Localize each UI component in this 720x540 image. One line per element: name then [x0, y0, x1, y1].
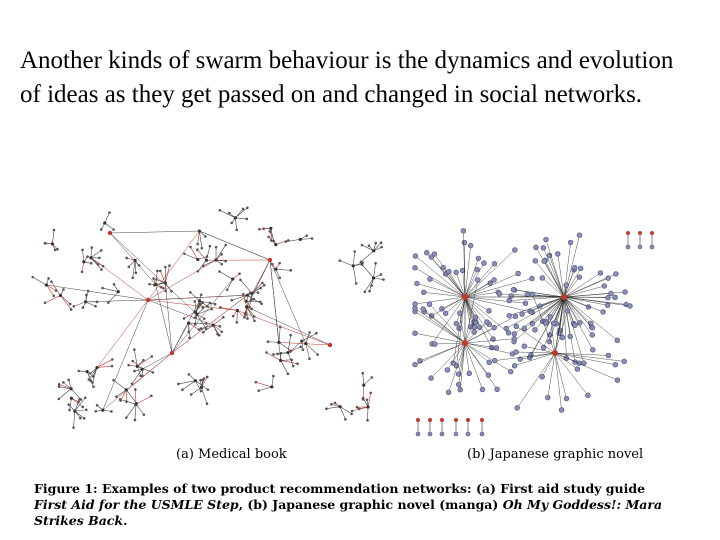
- caption-title-b: Oh My Goddess!: Mara Strikes Back: [34, 497, 663, 528]
- panel-b-caption: (b) Japanese graphic novel: [467, 447, 644, 462]
- network-figure-image: [30, 205, 680, 445]
- slide-body-text: Another kinds of swarm behaviour is the dynamics and evolution of ideas as they get passed on and changed in social networks.: [20, 47, 674, 108]
- caption-text: Examples of two product recommendation networks: (a) First aid study guide: [102, 481, 646, 496]
- caption-title-a: First Aid for the USMLE Step: [34, 497, 239, 512]
- caption-label: Figure 1:: [34, 481, 98, 496]
- caption-mid: , (b) Japanese graphic novel (manga): [238, 497, 499, 512]
- figure: [30, 205, 680, 528]
- figure-caption: [34, 481, 674, 529]
- graphic-novel-network: [413, 228, 654, 436]
- caption-end: .: [123, 513, 128, 528]
- slide-body: [20, 44, 680, 112]
- panel-a-caption: (a) Medical book: [176, 447, 287, 462]
- medical-book-network: [31, 206, 384, 428]
